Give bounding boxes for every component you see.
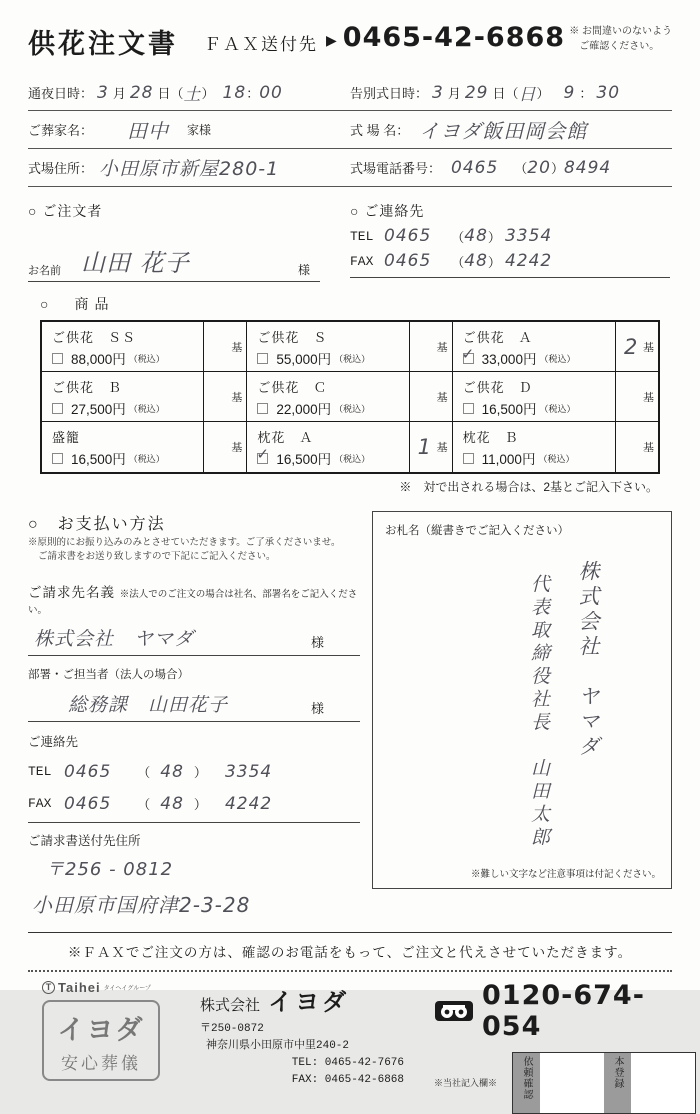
billing-tel-city[interactable]: 48 <box>160 761 184 782</box>
contact-block <box>350 195 672 282</box>
iyoda-anshin-logo: イヨダ 安心葬儀 <box>42 1000 160 1081</box>
checkbox-icon[interactable] <box>463 453 474 464</box>
product-cell-kyoka-ss: ご供花 ＳＳ 88,000円 （税込） 基 <box>42 322 247 372</box>
footer-company-name: 株式会社 イヨダ <box>200 988 350 1016</box>
contact-fax-num[interactable]: 4242 <box>504 251 553 271</box>
wake-minute-value[interactable]: 00 <box>259 82 283 103</box>
stamp-request-confirm-cell[interactable] <box>540 1053 604 1113</box>
tablet-name-box[interactable] <box>372 511 672 889</box>
stamp-registration-cell[interactable] <box>631 1053 695 1113</box>
stamp-registration-label: 本登録 <box>604 1053 631 1113</box>
quantity-field[interactable]: 基 <box>231 341 243 354</box>
product-cell-kyoka-d: ご供花 Ｄ 16,500円 （税込） 基 <box>453 372 658 422</box>
billing-tel-num[interactable]: 3354 <box>224 761 273 782</box>
quantity-field[interactable]: 基 <box>642 442 654 454</box>
venue-address-value[interactable]: 小田原市新屋280-1 <box>99 158 280 180</box>
schedule-row <box>28 75 672 111</box>
orderer-contact-section <box>28 195 672 282</box>
department-value[interactable]: 総務課 山田花子 <box>68 693 229 716</box>
product-cell-kyoka-a: ご供花 Ａ ✓ 33,000円 （税込） 2 基 <box>453 322 658 372</box>
products-section <box>28 294 672 495</box>
fax-confirmation-note: ※ＦＡＸでご注文の方は、確認のお電話をもって、ご注文と代えさせていただきます。 <box>28 932 672 961</box>
billing-name-value[interactable]: 株式会社 ヤマダ <box>34 627 195 650</box>
product-cell-kyoka-c: ご供花 Ｃ 22,000円 （税込） 基 <box>247 372 452 422</box>
footer-logos <box>42 980 200 1114</box>
contact-tel-num[interactable]: 3354 <box>504 226 553 246</box>
venue-phone-area[interactable]: 0465 <box>451 157 499 178</box>
billing-fax-field[interactable]: FAX 0465 （ 48 ） 4242 <box>28 793 273 814</box>
office-use-label: ※当社記入欄※ <box>434 1078 498 1088</box>
venue-name-field[interactable]: 式 場 名： イヨダ飯田岡会館 <box>350 115 672 144</box>
quantity-field[interactable]: 1 基 <box>417 435 448 459</box>
taihei-circle-icon: T <box>42 981 55 994</box>
orderer-section-title: ○ ご注文者 <box>28 203 103 219</box>
wake-day-value[interactable]: 28 <box>129 82 154 103</box>
billing-name-label: ご請求先名義 ※法人でのご注文の場合は社名、部署名をご記入ください。 <box>28 584 358 616</box>
form-header <box>28 22 672 61</box>
contact-tel-area[interactable]: 0465 <box>384 226 432 246</box>
funeral-datetime-field[interactable]: 告別式日時： 3 月 29 日 （ 日 ） 9 ： 30 <box>350 80 672 105</box>
funeral-weekday-value[interactable]: 日 <box>518 85 537 105</box>
billing-contact-block <box>28 762 360 823</box>
venue-phone-num[interactable]: 8494 <box>563 157 612 178</box>
billing-fax-city[interactable]: 48 <box>160 793 184 814</box>
funeral-month-value[interactable]: 3 <box>432 82 444 103</box>
checkbox-icon[interactable] <box>52 353 63 364</box>
family-name-value[interactable]: 田中 <box>127 119 170 143</box>
contact-fax-city[interactable]: 48 <box>464 251 488 271</box>
footer-fax: FAX: 0465-42-6868 <box>291 1073 404 1086</box>
quantity-field[interactable]: 基 <box>436 341 448 354</box>
checkbox-icon[interactable] <box>257 403 268 414</box>
product-cell-makurabana-a: 枕花 Ａ ✓ 16,500円 （税込） 1 基 <box>247 422 452 472</box>
fax-destination-label: ＦＡＸ送付先 <box>204 35 318 54</box>
products-section-title: ○ 商品 <box>40 296 115 312</box>
footer-address-block <box>200 1021 430 1089</box>
payment-section-title: ○ お支払い方法 <box>28 516 166 533</box>
checkbox-icon[interactable] <box>257 353 268 364</box>
dotted-divider <box>28 970 672 972</box>
funeral-day-value[interactable]: 29 <box>464 82 489 103</box>
orderer-block <box>28 195 350 282</box>
tablet-name-label: お札名（縦書きでご記入ください） <box>385 525 569 537</box>
payment-note: ※原則的にお振り込みのみとさせていただきます。ご了承くださいませ。 ご請求書をお送り致しますので下記にご記入ください。 <box>28 537 341 563</box>
checkbox-icon[interactable] <box>52 403 63 414</box>
family-venue-row <box>28 111 672 149</box>
tablet-name-line2[interactable]: 代表取締役社長 山田太郎 <box>528 574 550 850</box>
taihei-logo: T Taihei タイヘイグループ <box>42 980 200 995</box>
footer-postal: 〒250-0872 <box>200 1022 264 1035</box>
contact-fax-field[interactable]: FAX 0465 （ 48 ） 4242 <box>350 251 553 271</box>
billing-name-field[interactable]: 株式会社 ヤマダ 様 <box>28 616 360 656</box>
venue-address-field[interactable]: 式場住所： 小田原市新屋280-1 <box>28 154 350 181</box>
wake-datetime-field[interactable]: 通夜日時： 3 月 28 日 （ 土 ） 18 ： 00 <box>28 80 350 105</box>
funeral-minute-value[interactable]: 30 <box>596 82 621 103</box>
wake-weekday-value[interactable]: 土 <box>183 85 202 105</box>
billing-fax-area[interactable]: 0465 <box>64 793 112 814</box>
contact-fax-area[interactable]: 0465 <box>384 251 432 271</box>
office-use-row <box>434 1052 696 1114</box>
contact-section-title: ○ ご連絡先 <box>350 203 425 219</box>
freedial-phone-icon <box>434 999 474 1023</box>
department-label: 部署・ご担当者（法人の場合） <box>28 668 189 681</box>
billing-fax-num[interactable]: 4242 <box>224 793 273 814</box>
funeral-hour-value[interactable]: 9 <box>563 82 576 103</box>
billing-tel-area[interactable]: 0465 <box>64 761 112 782</box>
footer-tel: TEL: 0465-42-7676 <box>291 1056 404 1069</box>
stamp-request-confirm-label: 依頼確認 <box>513 1053 540 1113</box>
wake-hour-value[interactable]: 18 <box>222 82 247 103</box>
product-cell-kyoka-b: ご供花 Ｂ 27,500円 （税込） 基 <box>42 372 247 422</box>
quantity-field[interactable]: 基 <box>436 391 448 404</box>
wake-month-value[interactable]: 3 <box>97 82 109 103</box>
invoice-address-label: ご請求書送付先住所 <box>28 833 141 848</box>
footer <box>28 980 672 1114</box>
invoice-postal-value[interactable]: 〒256 - 0812 <box>46 858 174 880</box>
contact-numbers <box>350 226 670 278</box>
footer-right <box>430 980 696 1114</box>
form-title: 供花注文書 <box>28 29 178 59</box>
venue-address-row <box>28 149 672 187</box>
quantity-field[interactable]: 2 基 <box>623 334 654 359</box>
freedial-row <box>434 980 696 1042</box>
product-cell-makurabana-b: 枕花 Ｂ 11,000円 （税込） 基 <box>453 422 658 472</box>
billing-tel-field[interactable]: TEL 0465 （ 48 ） 3354 <box>28 761 273 782</box>
checkbox-icon[interactable] <box>52 453 63 464</box>
quantity-field[interactable]: 基 <box>231 391 243 404</box>
orderer-name-field[interactable]: お名前 山田 花子 様 <box>28 243 320 282</box>
freedial-number: 0120-674-054 <box>482 979 645 1042</box>
product-cell-morikago: 盛籠 16,500円 （税込） 基 <box>42 422 247 472</box>
family-name-field[interactable]: ご葬家名： 田中 家様 <box>28 115 350 144</box>
payment-section <box>28 511 672 918</box>
checkbox-icon[interactable]: ✓ <box>256 444 270 463</box>
pair-note: ※ 対で出される場合は、2基とご記入下さい。 <box>399 480 658 494</box>
billing-contact-label: ご連絡先 <box>28 734 79 749</box>
tablet-name-line1[interactable]: 株式会社 ヤマダ <box>576 560 600 760</box>
products-table <box>40 320 660 474</box>
header-caution-note: ※ お間違いのないよう ご確認ください。 <box>569 26 672 52</box>
arrow-right-icon: ▶ <box>326 32 337 48</box>
fax-destination-number: 0465-42-6868 <box>342 22 566 53</box>
venue-phone-field[interactable]: 式場電話番号： 0465 （ 20 ） 8494 <box>350 157 612 178</box>
venue-name-value[interactable]: イヨダ飯田岡会館 <box>419 119 588 143</box>
checkbox-icon[interactable] <box>463 403 474 414</box>
footer-address: 神奈川県小田原市中里240-2 <box>206 1039 350 1052</box>
checkbox-icon[interactable]: ✓ <box>461 344 476 363</box>
contact-tel-field[interactable]: TEL 0465 （ 48 ） 3354 <box>350 226 553 246</box>
payment-left-column <box>28 511 360 918</box>
orderer-name-value[interactable]: 山田 花子 <box>81 249 190 277</box>
contact-tel-city[interactable]: 48 <box>464 226 488 246</box>
invoice-address-value[interactable]: 小田原市国府津2-3-28 <box>32 892 251 917</box>
tablet-note: ※難しい文字など注意事項は付記ください。 <box>470 869 661 880</box>
footer-company-info <box>200 980 430 1114</box>
product-cell-kyoka-s: ご供花 Ｓ 55,000円 （税込） 基 <box>247 322 452 372</box>
quantity-field[interactable]: 基 <box>642 391 654 404</box>
office-stamp-table <box>512 1052 696 1114</box>
quantity-field[interactable]: 基 <box>231 442 243 454</box>
venue-phone-city[interactable]: 20 <box>527 157 551 178</box>
department-field[interactable]: 総務課 山田花子 様 <box>28 682 360 722</box>
